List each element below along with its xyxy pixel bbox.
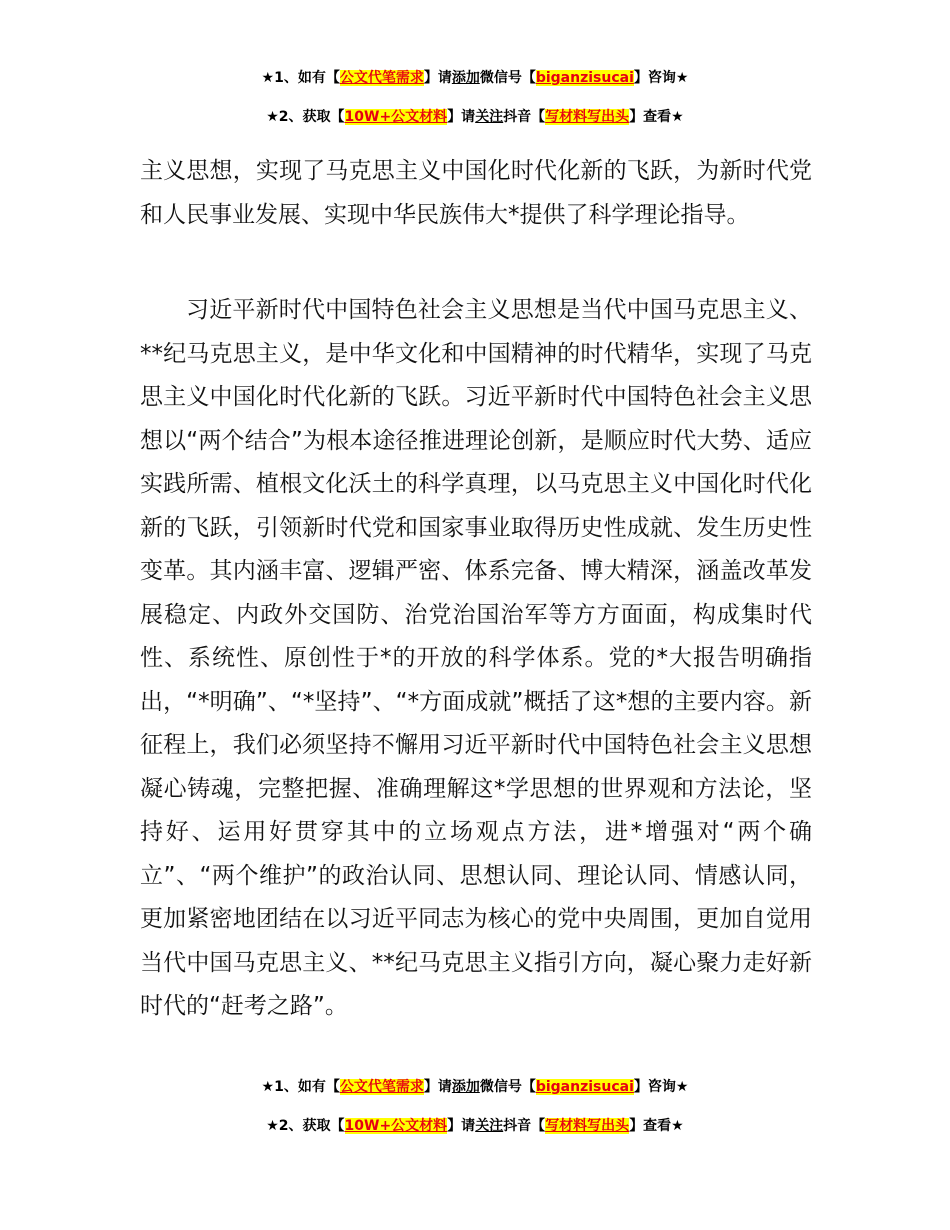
promo-highlight-douyin-id: 写材料写出头 xyxy=(545,1118,630,1134)
body-paragraph-2: 习近平新时代中国特色社会主义思想是当代中国马克思主义、**纪马克思主义，是中华文化和中国精神的时代精华，实现了马克思主义中国化时代化新的飞跃。习近平新时代中国特色社会主义思想以“两个结合”为根本途径推进理论创新，是顺应时代大势、适应实践所需、植根文化沃土的科学真理，以马克思主义中国化时代化新的飞跃，引领新时代党和国家事业取得历史性成就、发生历史性变革。其内涵丰富、逻辑严密、体系完备、博大精深，涵盖改革发展稳定、内政外交国防、治党治国治军等方方面面，构成集时代性、系统性、原创性于*的开放的科学体系。党的*大报告明确指出，“*明确”、“*坚持”、“*方面成就”概括了这*想的主要内容。新征程上，我们必须坚持不懈用习近平新时代中国特色社会主义思想凝心铸魂，完整把握、准确理解这*学思想的世界观和方法论，坚持好、运用好贯穿其中的立场观点方法，进*增强对“两个确立”、“两个维护”的政治认同、思想认同、理论认同、情感认同，更加紧密地团结在以习近平同志为核心的党中央周围，更加自觉用当代中国马克思主义、**纪马克思主义指引方向，凝心聚力走好新时代的“赶考之路”。 xyxy=(140,297,812,1019)
promo-underline-action: 添加 xyxy=(451,1079,480,1095)
promo-text: 】请 xyxy=(423,70,452,86)
promo-banner-bottom-line1 xyxy=(0,1077,950,1097)
promo-underline-action: 关注 xyxy=(475,1118,504,1134)
promo-suffix: 】咨询★ xyxy=(633,1079,689,1095)
promo-text: 抖音【 xyxy=(503,109,546,125)
promo-suffix: 】咨询★ xyxy=(633,70,689,86)
promo-text: 抖音【 xyxy=(503,1118,546,1134)
promo-text: 】请 xyxy=(423,1079,452,1095)
promo-underline-action: 关注 xyxy=(475,109,504,125)
promo-text: 微信号【 xyxy=(479,1079,536,1095)
promo-prefix: ★1、如有【 xyxy=(261,1079,340,1095)
promo-banner-top-line1 xyxy=(0,68,950,88)
promo-highlight-wechat-id: biganzisucai xyxy=(535,70,634,86)
promo-highlight-wechat-id: biganzisucai xyxy=(535,1079,634,1095)
promo-underline-action: 添加 xyxy=(451,70,480,86)
promo-suffix: 】查看★ xyxy=(629,1118,684,1134)
promo-banner-bottom-line2 xyxy=(0,1116,950,1136)
promo-highlight-douyin-id: 写材料写出头 xyxy=(545,109,630,125)
promo-banner-top-line2 xyxy=(0,107,950,127)
promo-prefix: ★1、如有【 xyxy=(261,70,340,86)
promo-suffix: 】查看★ xyxy=(629,109,684,125)
promo-text: 】请 xyxy=(447,1118,476,1134)
promo-prefix: ★2、获取【 xyxy=(266,1118,345,1134)
promo-highlight-service: 公文代笔需求 xyxy=(339,70,424,86)
promo-prefix: ★2、获取【 xyxy=(266,109,345,125)
body-paragraph-1: 主义思想，实现了马克思主义中国化时代化新的飞跃，为新时代党和人民事业发展、实现中华民族伟大*提供了科学理论指导。 xyxy=(140,158,812,228)
promo-highlight-materials: 10W+公文材料 xyxy=(344,1118,448,1134)
promo-text: 】请 xyxy=(447,109,476,125)
promo-text: 微信号【 xyxy=(479,70,536,86)
promo-highlight-service: 公文代笔需求 xyxy=(339,1079,424,1095)
promo-highlight-materials: 10W+公文材料 xyxy=(344,109,448,125)
